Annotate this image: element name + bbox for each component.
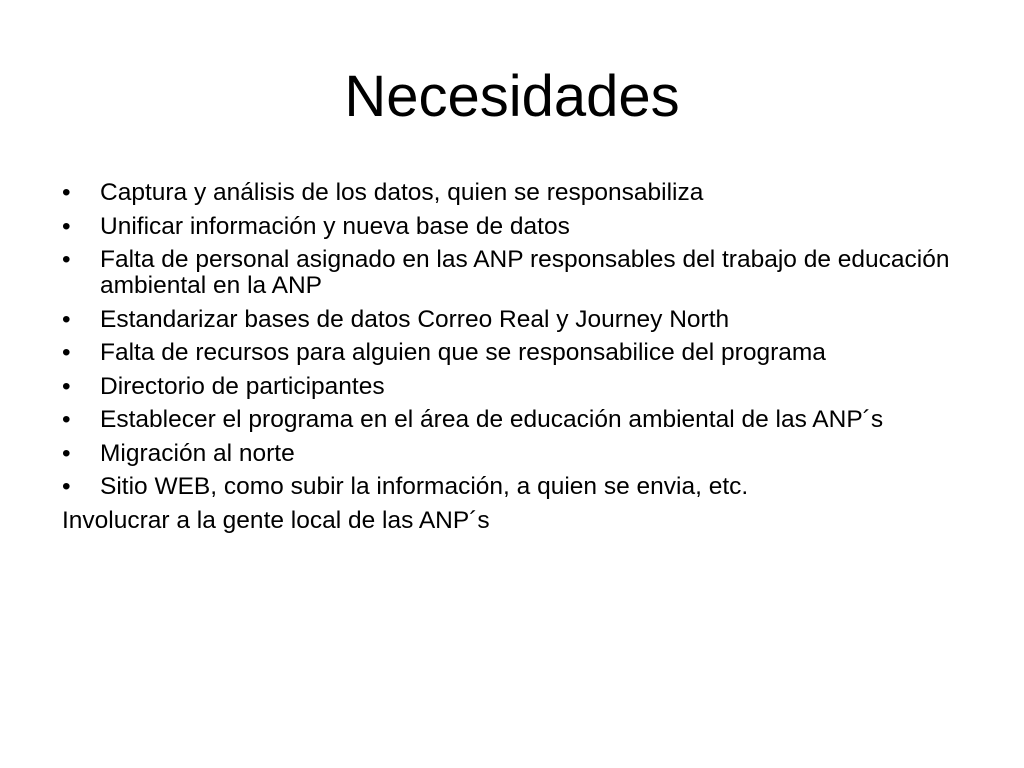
slide-title: Necesidades (344, 64, 680, 129)
bullet-item (62, 407, 962, 433)
bullet-text: Estandarizar bases de datos Correo Real y Journey North (100, 305, 730, 333)
bullet-item (62, 180, 962, 206)
bullet-icon: • (62, 473, 71, 500)
bullet-list (62, 180, 962, 500)
bullet-item (62, 307, 962, 333)
bullet-item (62, 374, 962, 400)
bullet-text: Falta de personal asignado en las ANP responsables del trabajo de educación ambiental en la ANP (100, 246, 950, 299)
bullet-text: Sitio WEB, como subir la información, a quien se envia, etc. (100, 473, 749, 500)
bullet-text: Migración al norte (100, 439, 295, 467)
bullet-text: Captura y análisis de los datos, quien se responsabiliza (100, 179, 704, 206)
footer-line: Involucrar a la gente local de las ANP´s (62, 506, 490, 534)
bullet-text: Directorio de participantes (100, 372, 385, 400)
bullet-item (62, 340, 962, 366)
slide-body (62, 180, 962, 534)
bullet-icon: • (62, 372, 71, 400)
bullet-item (62, 441, 962, 467)
bullet-icon: • (62, 246, 71, 273)
bullet-icon: • (62, 406, 71, 433)
bullet-icon: • (62, 305, 71, 333)
bullet-text: Falta de recursos para alguien que se responsabilice del programa (100, 339, 826, 366)
bullet-item (62, 474, 962, 500)
bullet-icon: • (62, 339, 71, 366)
bullet-text: Establecer el programa en el área de educación ambiental de las ANP´s (100, 406, 884, 433)
bullet-icon: • (62, 212, 71, 240)
bullet-item (62, 214, 962, 240)
bullet-icon: • (62, 179, 71, 206)
bullet-item (62, 247, 962, 299)
bullet-icon: • (62, 439, 71, 467)
bullet-text: Unificar información y nueva base de datos (100, 212, 570, 240)
